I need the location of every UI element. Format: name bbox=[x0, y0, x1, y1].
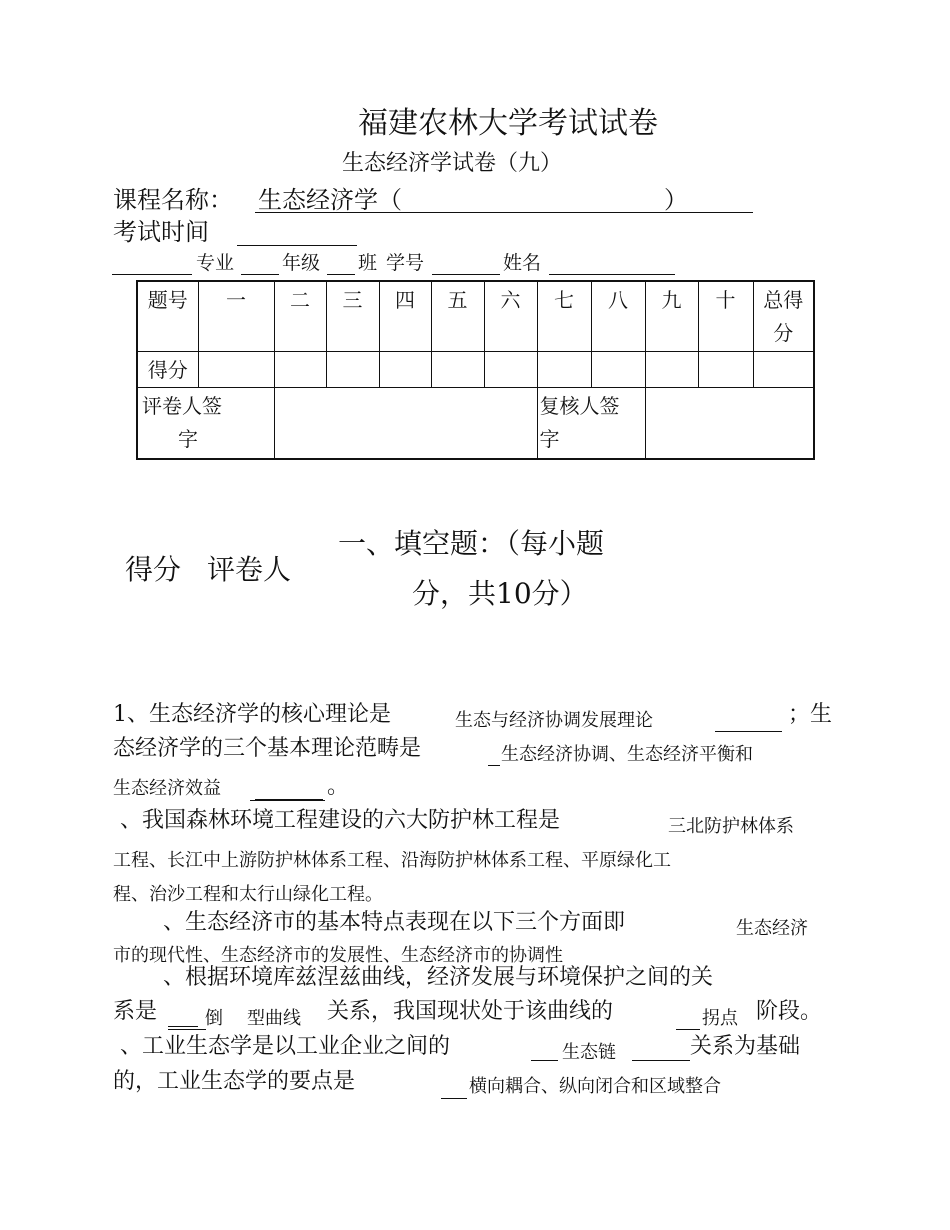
name-label: 姓名 bbox=[503, 252, 542, 274]
q4-text-b: 系是 bbox=[113, 999, 158, 1024]
q5-blank-1b bbox=[632, 1060, 690, 1061]
exam-time-label: 考试时间 bbox=[113, 218, 209, 246]
q1-blank-2-mark bbox=[488, 765, 500, 766]
grader-signature-label bbox=[137, 387, 274, 459]
q1-text-b: ；生 bbox=[788, 702, 833, 727]
info-top-underline bbox=[237, 245, 357, 246]
course-underline bbox=[255, 212, 753, 213]
section-grader-label: 评卷人 bbox=[207, 553, 292, 586]
column-8: 八 bbox=[591, 281, 645, 351]
score-row-header: 得分 bbox=[137, 351, 198, 387]
grader-line2: 字 bbox=[178, 426, 198, 451]
q3-answer-a: 生态经济 bbox=[736, 918, 808, 939]
q5-text-b: 关系为基础 bbox=[690, 1034, 801, 1059]
reviewer-line1: 复核人签 bbox=[539, 393, 620, 418]
total-score-cell[interactable] bbox=[753, 351, 814, 387]
column-5: 五 bbox=[431, 281, 484, 351]
q1-answer-2b: 生态经济效益 bbox=[113, 778, 221, 799]
score-cell[interactable] bbox=[698, 351, 753, 387]
name-underline bbox=[549, 274, 675, 275]
total-line2: 分 bbox=[773, 321, 794, 345]
score-cell[interactable] bbox=[537, 351, 591, 387]
section-title-line2: 分，共10分） bbox=[412, 577, 588, 610]
q5-overline-1 bbox=[168, 1029, 206, 1030]
q1-end: 。 bbox=[327, 774, 350, 799]
q1-answer-1: 生态与经济协调发展理论 bbox=[455, 710, 653, 731]
q3-text-a: 、生态经济市的基本特点表现在以下三个方面即 bbox=[163, 910, 626, 935]
grade-underline bbox=[241, 274, 279, 275]
score-cell[interactable] bbox=[379, 351, 431, 387]
question-number-row bbox=[137, 281, 814, 351]
score-cell[interactable] bbox=[591, 351, 645, 387]
q4-answer-1b: 型曲线 bbox=[247, 1008, 301, 1029]
q4-text-a: 、根据环境库兹涅兹曲线，经济发展与环境保护之间的关 bbox=[163, 965, 714, 990]
q1-text-a: 1、生态经济学的核心理论是 bbox=[113, 702, 391, 727]
paper-title: 生态经济学试卷（九） bbox=[342, 151, 563, 176]
q4-blank-1 bbox=[168, 1026, 198, 1027]
score-cell[interactable] bbox=[484, 351, 537, 387]
major-underline bbox=[112, 274, 192, 275]
reviewer-signature-label bbox=[537, 387, 645, 459]
q2-answer-a: 三北防护林体系 bbox=[668, 816, 794, 837]
q5-answer-1: 生态链 bbox=[562, 1042, 616, 1063]
course-label: 课程名称： bbox=[113, 186, 233, 214]
q1-text-c: 态经济学的三个基本理论范畴是 bbox=[113, 736, 422, 761]
q2-text-a: 、我国森林环境工程建设的六大防护林工程是 bbox=[120, 808, 561, 833]
student-id-underline bbox=[432, 274, 500, 275]
reviewer-line2: 字 bbox=[539, 426, 560, 451]
q1-answer-2a: 生态经济协调、生态经济平衡和 bbox=[501, 744, 753, 765]
score-cell[interactable] bbox=[274, 351, 326, 387]
class-underline bbox=[327, 274, 355, 275]
grader-line1: 评卷人签 bbox=[142, 393, 222, 418]
column-10: 十 bbox=[698, 281, 753, 351]
class-label: 班 bbox=[358, 252, 378, 274]
column-9: 九 bbox=[645, 281, 698, 351]
score-cell[interactable] bbox=[326, 351, 379, 387]
score-cell[interactable] bbox=[645, 351, 698, 387]
course-close: ） bbox=[664, 186, 688, 214]
q3-answer-b: 市的现代性、生态经济市的发展性、生态经济市的协调性 bbox=[113, 945, 563, 966]
reviewer-signature-cell[interactable] bbox=[645, 387, 814, 459]
q4-text-c: 关系，我国现状处于该曲线的 bbox=[327, 999, 614, 1024]
column-6: 六 bbox=[484, 281, 537, 351]
section-title-line1: 一、填空题：（每小题 bbox=[338, 527, 605, 560]
q4-answer-1a: 倒 bbox=[205, 1008, 223, 1029]
section-score-label: 得分 bbox=[125, 553, 182, 586]
q5-blank-2 bbox=[441, 1098, 467, 1099]
grader-signature-cell[interactable] bbox=[274, 387, 537, 459]
column-4: 四 bbox=[379, 281, 431, 351]
q1-blank-1 bbox=[715, 731, 782, 732]
column-7: 七 bbox=[537, 281, 591, 351]
q4-text-d: 阶段。 bbox=[756, 999, 823, 1024]
signature-row bbox=[137, 387, 814, 459]
q2-answer-b: 工程、长江中上游防护林体系工程、沿海防护林体系工程、平原绿化工 bbox=[113, 850, 671, 871]
course-name: 生态经济学（ bbox=[258, 186, 402, 214]
score-cell[interactable] bbox=[431, 351, 484, 387]
column-2: 二 bbox=[274, 281, 326, 351]
total-line1: 总得 bbox=[763, 288, 804, 312]
score-row bbox=[137, 351, 814, 387]
q5-answer-2: 横向耦合、纵向闭合和区域整合 bbox=[469, 1076, 721, 1097]
major-label: 专业 bbox=[196, 252, 235, 274]
total-score-header bbox=[753, 281, 814, 351]
q2-overline bbox=[250, 800, 325, 801]
q2-answer-c: 程、治沙工程和太行山绿化工程。 bbox=[113, 884, 383, 905]
question-number-header: 题号 bbox=[137, 281, 198, 351]
score-table bbox=[136, 280, 815, 460]
q5-text-a: 、工业生态学是以工业企业之间的 bbox=[120, 1034, 451, 1059]
q5-overline-2 bbox=[676, 1029, 700, 1030]
column-3: 三 bbox=[326, 281, 379, 351]
university-title: 福建农林大学考试试卷 bbox=[358, 106, 658, 141]
grade-label: 年级 bbox=[282, 252, 321, 274]
score-cell[interactable] bbox=[198, 351, 274, 387]
q5-blank-1a bbox=[531, 1060, 558, 1061]
q4-answer-2: 拐点 bbox=[702, 1008, 738, 1029]
student-id-label: 学号 bbox=[386, 252, 425, 274]
q5-text-c: 的，工业生态学的要点是 bbox=[113, 1069, 356, 1094]
column-1: 一 bbox=[198, 281, 274, 351]
